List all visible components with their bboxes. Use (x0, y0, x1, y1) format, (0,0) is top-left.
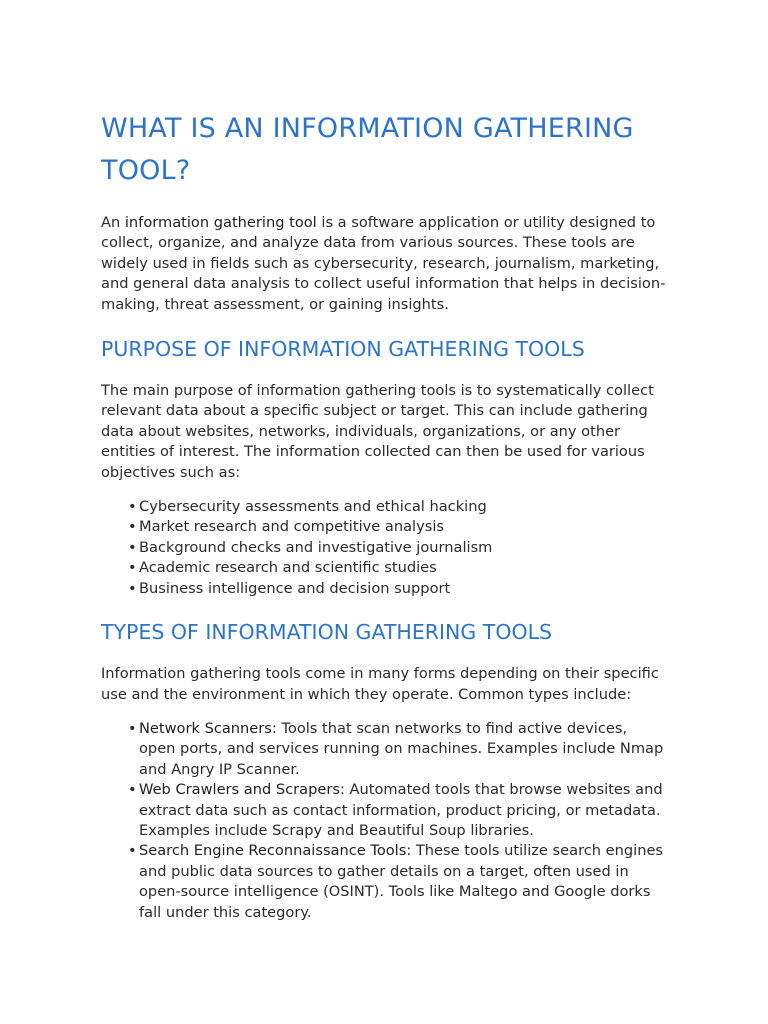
types-item-term: Search Engine Reconnaissance Tools: (139, 842, 412, 860)
types-item-text: Tools that scan networks to find active devices, open ports, and services running on machines. Examples include Nmap and Angry IP Scanner. (139, 719, 664, 778)
types-list-item (128, 780, 668, 841)
types-list-item (128, 841, 668, 923)
bullet-icon: • (128, 781, 137, 799)
purpose-item-text: Market research and competitive analysis (139, 518, 444, 536)
bullet-icon: • (128, 538, 137, 556)
purpose-list-item (128, 538, 668, 558)
bullet-icon: • (128, 518, 137, 536)
intro-paragraph (101, 213, 668, 315)
purpose-list-item (128, 558, 668, 578)
types-list (101, 719, 668, 923)
page-title: WHAT IS AN INFORMATION GATHERING TOOL? (101, 113, 634, 186)
purpose-list (101, 497, 668, 599)
purpose-item-text: Academic research and scientific studies (139, 559, 437, 577)
bullet-icon: • (128, 719, 137, 737)
bullet-icon: • (128, 559, 137, 577)
types-heading: TYPES OF INFORMATION GATHERING TOOLS (101, 620, 553, 645)
purpose-paragraph: The main purpose of information gathering tools is to systematically collect relevant data about a specific subject or target. This can include gathering data about websites, networks, individuals, organizations, or any other entities of interest. The information collected can then be used for various objectives such as: (101, 382, 654, 481)
types-item-text: Automated tools that browse websites and extract data such as contact information, product pricing, or metadata. Examples include Scrapy and Beautiful Soup libraries. (139, 781, 663, 839)
bullet-icon: • (128, 498, 137, 516)
purpose-list-item (128, 579, 668, 599)
purpose-item-text: Business intelligence and decision support (139, 579, 451, 597)
purpose-list-item (128, 497, 668, 517)
types-paragraph: Information gathering tools come in many forms depending on their specific use and the environment in which they operate. Common types include: (101, 665, 659, 703)
bullet-icon: • (128, 842, 137, 860)
types-item-term: Web Crawlers and Scrapers: (139, 781, 345, 799)
types-item-term: Network Scanners: (139, 719, 277, 737)
types-list-item (128, 719, 668, 780)
purpose-heading: PURPOSE OF INFORMATION GATHERING TOOLS (101, 337, 585, 362)
purpose-item-text: Cybersecurity assessments and ethical hacking (139, 498, 487, 516)
purpose-list-item (128, 517, 668, 537)
bullet-icon: • (128, 579, 137, 597)
types-item-text: These tools utilize search engines and public data sources to gather details on a target, often used in open-source intelligence (OSINT). Tools like Maltego and Google dorks fall under this category. (139, 842, 664, 921)
intro-suffix: is a software application or utility designed to collect, organize, and analyze data from various sources. These tools are widely used in fields such as cybersecurity, research, journalism, marketing, and general data analysis to collect useful information that helps in decision-making, threat assessment, or gaining insights. (101, 214, 666, 313)
intro-prefix: An (101, 214, 125, 231)
purpose-item-text: Background checks and investigative journalism (139, 538, 493, 556)
intro-term: information gathering tool (124, 214, 317, 231)
